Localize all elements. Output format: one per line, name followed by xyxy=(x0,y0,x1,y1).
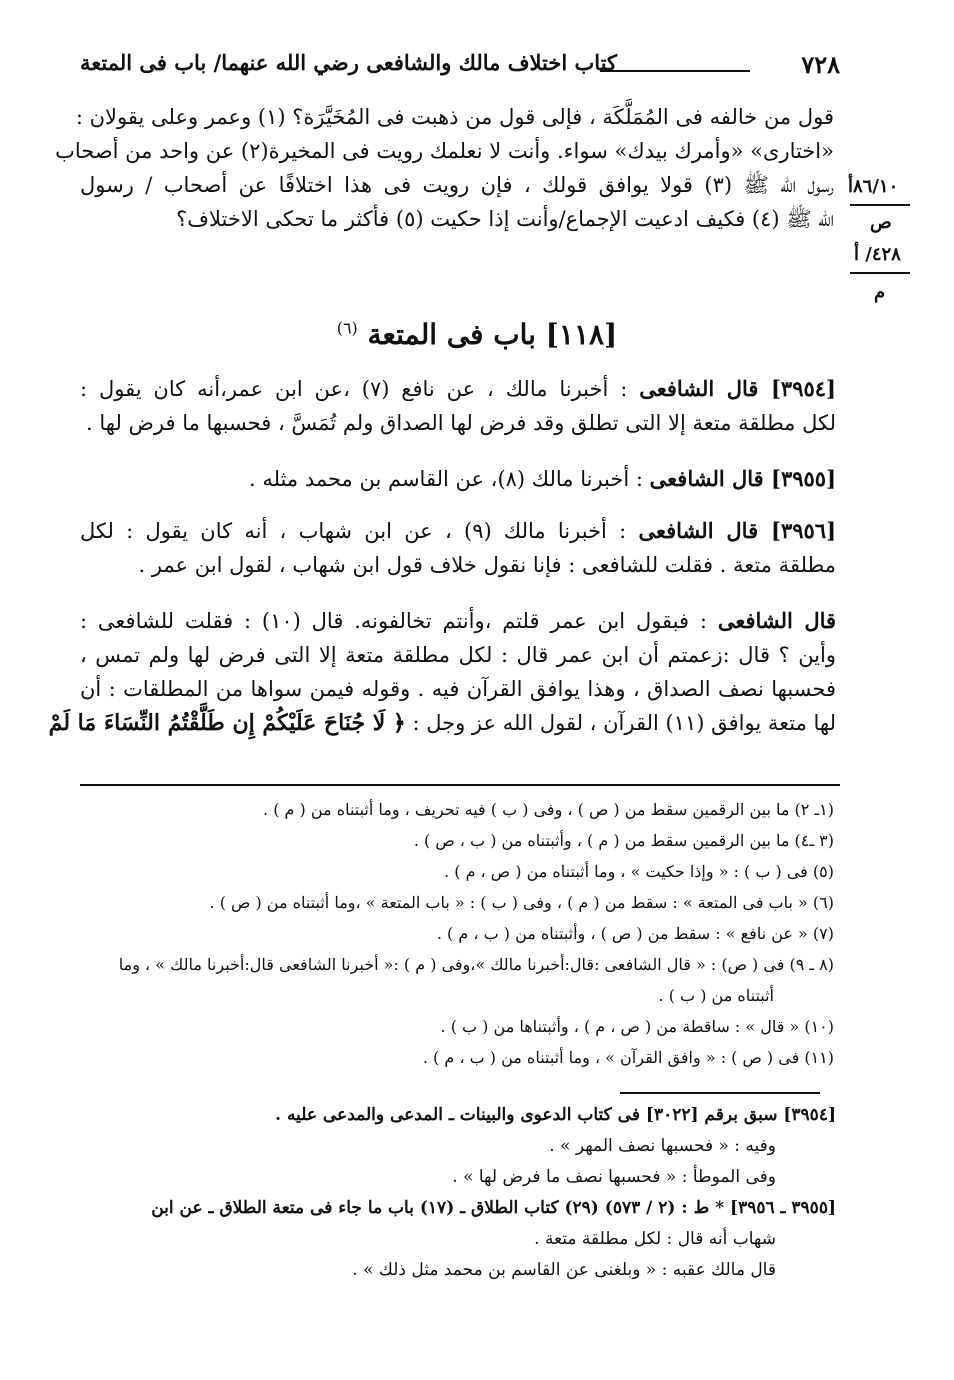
footnote: (٦) « باب فى المتعة » : سقط من ( م ) ، وفى ( ب ) : « باب المتعة » ،وما أثبتناه من ( ص ) . xyxy=(209,893,834,912)
hadith-label: [٣٩٥٥] قال الشافعى xyxy=(649,466,836,491)
margin-note-mim: م xyxy=(874,282,886,303)
footnote: (١٠) « قال » : ساقطة من ( ص ، م ) ، وأثبتناها من ( ب ) . xyxy=(440,1017,834,1036)
footnote: (٣ ـ٤) ما بين الرقمين سقط من ( م ) ، وأثبتناه من ( ب ، ص ) . xyxy=(413,831,834,850)
footnote-separator xyxy=(80,784,840,786)
footnote-continuation: أثبتناه من ( ب ) . xyxy=(658,986,774,1005)
running-title: كتاب اختلاف مالك والشافعى رضي الله عنهما/ باب فى المتعة xyxy=(80,50,618,75)
text-line xyxy=(80,372,836,406)
hadith-text: : أخبرنا مالك (٨)، عن القاسم بن محمد مثله . xyxy=(249,467,643,491)
hadith-3956 xyxy=(80,514,836,582)
footnote: (١ـ ٢) ما بين الرقمين سقط من ( ص ) ، وفى ( ب ) فيه تحريف ، وما أثبتناه من ( م ) . xyxy=(263,800,834,819)
text-line: وأين ؟ قال :زعمتم أن ابن عمر قال : لكل مطلقة متعة إلا التى فرض لها ولم تمس ، xyxy=(80,643,836,667)
hadith-3955 xyxy=(80,462,836,496)
intro-paragraph xyxy=(55,100,835,236)
hadith-label: [٣٩٥٤] قال الشافعى xyxy=(639,376,836,401)
text-line xyxy=(48,706,836,740)
text-line: «اختارى» «وأمرك بيدك» سواء. وأنت لا نعلمك رويت فى المخيرة(٢) عن واحد من أصحاب xyxy=(55,139,834,163)
chapter-footnote-marker: (٦) xyxy=(336,318,358,338)
hadith-label: [٣٩٥٦] قال الشافعى xyxy=(638,518,836,543)
quran-verse: ﴿ لَا جُنَاحَ عَلَيْكُمْ إِن طَلَّقْتُمُ النِّسَاءَ مَا لَمْ xyxy=(48,710,406,736)
footnote: (١١) فى ( ص ) : « وافق القرآن » ، وما أثبتناه من ( ب ، م ) . xyxy=(422,1048,834,1067)
header-rule xyxy=(600,70,750,72)
text-line: رسول الله ﷺ (٣) قولا يوافق قولك ، فإن رويت فى هذا اختلافًا عن أصحاب / رسول xyxy=(80,173,835,197)
text-line xyxy=(80,514,836,548)
hadith-3954 xyxy=(80,372,836,440)
speaker-label: قال الشافعى xyxy=(717,608,837,633)
text-line xyxy=(80,462,836,496)
margin-rule xyxy=(850,204,910,206)
reference-separator xyxy=(620,1092,820,1094)
reference-entry: [٣٩٥٤] سبق برقم [٣٠٢٢] فى كتاب الدعوى والبينات ـ المدعى والمدعى عليه . xyxy=(275,1105,836,1125)
source-references xyxy=(80,1100,836,1286)
text-line: الله ﷺ (٤) فكيف ادعيت الإجماع/وأنت إذا حكيت (٥) فأكثر ما تحكى الاختلاف؟ xyxy=(176,207,834,231)
reference-entry: وفى الموطأ : « فحسبها نصف ما فرض لها » . xyxy=(452,1167,776,1187)
chapter-heading xyxy=(0,318,954,351)
chapter-title: [١١٨] باب فى المتعة xyxy=(367,318,618,351)
text-line: لكل مطلقة متعة إلا التى تطلق وقد فرض لها الصداق ولم تُمَسَّ ، فحسبها ما فرض لها . xyxy=(86,411,836,435)
footnote: (٥) فى ( ب ) : « وإذا حكيت » ، وما أثبتناه من ( ص ، م ) . xyxy=(444,862,834,881)
text-line xyxy=(80,604,836,638)
margin-note-manuscript-ref: ٨٦/١٠أ xyxy=(848,176,899,197)
reference-entry: [٣٩٥٥ ـ ٣٩٥٦] * ط : (٢ / ٥٧٣) (٢٩) كتاب الطلاق ـ (١٧) باب ما جاء فى متعة الطلاق ـ عن ابن xyxy=(151,1198,836,1218)
margin-rule xyxy=(850,272,910,274)
discussion-paragraph xyxy=(48,604,837,740)
text-line: مطلقة متعة . فقلت للشافعى : فإنا نقول خلاف قول ابن شهاب ، لقول ابن عمر . xyxy=(138,553,836,577)
discussion-text: : فبقول ابن عمر قلتم ،وأنتم تخالفونه. قال (١٠) : فقلت للشافعى : xyxy=(80,609,707,633)
reference-entry: شهاب أنه قال : لكل مطلقة متعة . xyxy=(534,1229,776,1249)
margin-note-folio: ٤٢٨/ أ xyxy=(854,244,901,265)
footnote: (٧) « عن نافع » : سقط من ( ص ) ، وأثبتناه من ( ب ، م ) . xyxy=(436,924,834,943)
margin-note-sad: ص xyxy=(870,212,892,233)
footnotes xyxy=(80,794,834,1073)
hadith-text: : أخبرنا مالك (٩) ، عن ابن شهاب ، أنه كان يقول : لكل xyxy=(80,519,627,543)
footnote: (٨ ـ ٩) فى ( ص) : « قال الشافعى :قال:أخبرنا مالك »،وفى ( م ) :« أخبرنا الشافعى قال:أخبرنا مالك » ، وما xyxy=(118,955,834,974)
discussion-text: لها متعة يوافق (١١) القرآن ، لقول الله عز وجل : xyxy=(412,711,836,735)
text-line: فحسبها نصف الصداق ، وهذا يوافق القرآن فيه . وقوله فيمن سواها من المطلقات : أن xyxy=(80,677,836,701)
page-header xyxy=(80,42,840,82)
text-line: قول من خالفه فى المُمَلَّكَة ، فإلى قول من ذهبت فى المُخَيَّرَة؟ (١) وعمر وعلى يقولان : xyxy=(75,105,834,129)
page-number: ٧٢٨ xyxy=(801,50,840,79)
reference-entry: وفيه : « فحسبها نصف المهر » . xyxy=(549,1136,776,1156)
reference-entry: قال مالك عقبه : « وبلغنى عن القاسم بن محمد مثل ذلك » . xyxy=(352,1260,776,1280)
hadith-text: : أخبرنا مالك ، عن نافع (٧) ،عن ابن عمر،أنه كان يقول : xyxy=(80,377,628,401)
